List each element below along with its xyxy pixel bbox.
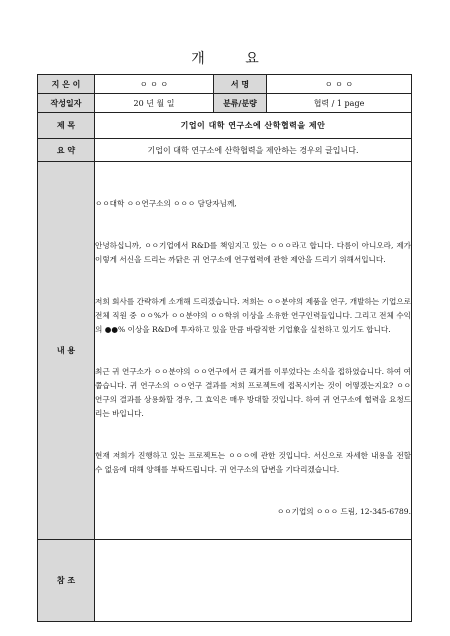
- date-value: 20 년 월 일: [95, 94, 214, 113]
- summary-value: 기업이 대학 연구소에 산학협력을 제안하는 경우의 글입니다.: [95, 139, 412, 162]
- letter-paragraph-4: 현재 저희가 진행하고 있는 프로젝트는 ㅇㅇㅇ에 관한 것입니다. 서신으로 자세한 내용을 전할 수 없음에 대해 양해를 부탁드립니다. 귀 연구소의 답변을 기다리겠습니다.: [95, 450, 411, 474]
- overview-form: [37, 74, 412, 622]
- signature-value: ㅇ ㅇ ㅇ: [267, 75, 412, 94]
- document-title: 개 요: [191, 51, 277, 67]
- content-label: 내 용: [38, 162, 95, 540]
- letter-greeting: ㅇㅇ대학 ㅇㅇ연구소의 ㅇㅇㅇ 담당자님께,: [95, 198, 237, 208]
- reference-row: [38, 540, 412, 622]
- subject-label: 제 목: [38, 113, 95, 139]
- category-value: 협력 / 1 page: [267, 94, 412, 113]
- reference-label: 참 조: [38, 540, 95, 622]
- summary-label: 요 약: [38, 139, 95, 162]
- content-body: [95, 162, 412, 540]
- letter-paragraph-3: 최근 귀 연구소가 ㅇㅇ분야의 ㅇㅇ연구에서 큰 쾌거를 이루었다는 소식을 접하였습니다. 하여 여쭙습니다. 귀 연구소의 ㅇㅇ연구 결과를 저희 프로젝트에 접목시키는 것이 어떻겠는지요? ㅇㅇ연구의 결과를 상용화할 경우, 그 효익은 매우 방대할 것입니다. 하여 귀 연구소에 협력을 요청드리는 바입니다.: [95, 366, 411, 418]
- date-row: [38, 94, 412, 113]
- author-value: ㅇ ㅇ ㅇ: [95, 75, 214, 94]
- content-row: [38, 162, 412, 540]
- author-label: 지 은 이: [38, 75, 95, 94]
- summary-row: [38, 139, 412, 162]
- subject-value: 기업이 대학 연구소에 산학협력을 제안: [95, 113, 412, 139]
- signature-label: 서 명: [214, 75, 267, 94]
- category-label: 분류/분량: [214, 94, 267, 113]
- author-row: [38, 75, 412, 94]
- letter-paragraph-2: 저희 회사를 간략하게 소개해 드리겠습니다. 저희는 ㅇㅇ분야의 제품을 연구, 개발하는 기업으로 전체 직원 중 ㅇㅇ%가 ㅇㅇ분야의 ㅇㅇ학위 이상을 소유한 연구인력들입니다. 그리고 전체 수익의 ●●% 이상을 R&D에 투자하고 있을 만큼 바람직한 기업象을 실천하고 있기도 합니다.: [95, 296, 411, 334]
- reference-value: [95, 540, 412, 622]
- subject-row: [38, 113, 412, 139]
- letter-paragraph-1: 안녕하십니까, ㅇㅇ기업에서 R&D를 책임지고 있는 ㅇㅇㅇ라고 합니다. 다름이 아니오라, 제가 이렇게 서신을 드리는 까닭은 귀 연구소에 연구협력에 관한 제안을 드리기 위해서입니다.: [95, 240, 411, 264]
- date-label: 작성일자: [38, 94, 95, 113]
- letter-signature: ㅇㅇ기업의 ㅇㅇㅇ 드림, 12-345-6789.: [276, 506, 411, 516]
